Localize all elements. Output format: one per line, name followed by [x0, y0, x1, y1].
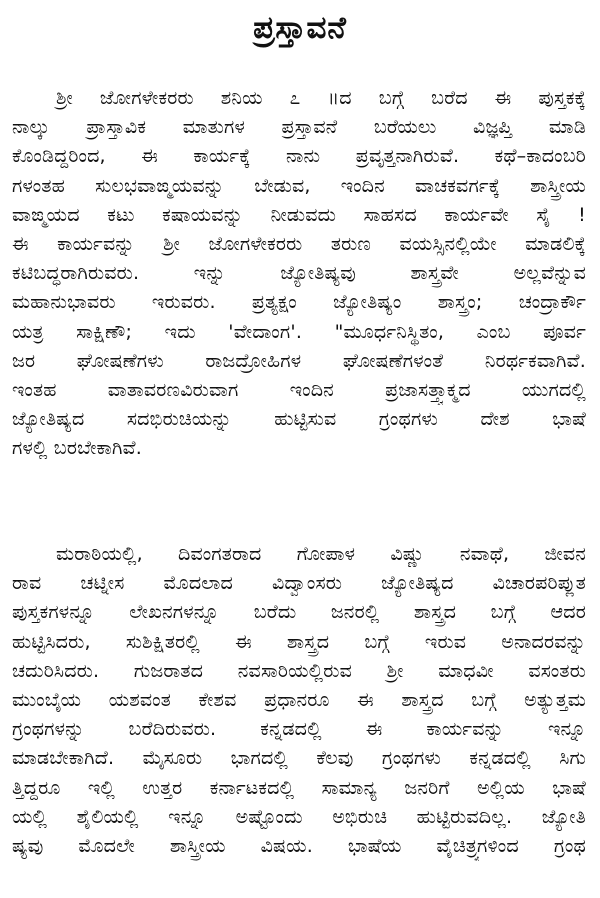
- text-line: ಇಂತಹ ವಾತಾವರಣವಿರುವಾಗ ಇಂದಿನ ಪ್ರಜಾಸತ್ತ್ವಾಕ್ಮದ ಯುಗದಲ್ಲಿ: [12, 378, 586, 401]
- text-line: ಮಾಡಬೇಕಾಗಿದೆ. ಮೈಸೂರು ಭಾಗದಲ್ಲಿ ಕೆಲವು ಗ್ರಂಥಗಳು ಕನ್ನಡದಲ್ಲಿ ಸಿಗು: [12, 747, 586, 770]
- paragraph-2: [12, 540, 586, 861]
- text-line: ಕಟಿಬದ್ಧರಾಗಿರುವರು. ಇನ್ನು ಜ್ಯೋತಿಷ್ಯವು ಶಾಸ್ತ್ರವೇ ಅಲ್ಲವೆನ್ನುವ: [12, 262, 586, 285]
- text-line: ಗಳಂತಹ ಸುಲಭವಾಙ್ಮಯವನ್ನು ಬೇಡುವ, ಇಂದಿನ ವಾಚಕವರ್ಗಕ್ಕೆ ಶಾಸ್ತ್ರೀಯ: [12, 174, 586, 197]
- text-line: ಕೊಂಡಿದ್ದರಿಂದ, ಈ ಕಾರ್ಯಕ್ಕೆ ನಾನು ಪ್ರವೃತ್ತನಾಗಿರುವೆ. ಕಥೆ–ಕಾದಂಬರಿ: [12, 145, 586, 168]
- text-line: ಗ್ರಂಥಗಳನ್ನು ಬರೆದಿರುವರು. ಕನ್ನಡದಲ್ಲಿ ಈ ಕಾರ್ಯವನ್ನು ಇನ್ನೂ: [12, 718, 586, 741]
- text-line: ಪುಸ್ತಕಗಳನ್ನೂ ಲೇಖನಗಳನ್ನೂ ಬರೆದು ಜನರಲ್ಲಿ ಶಾಸ್ತ್ರದ ಬಗ್ಗೆ ಆದರ: [12, 601, 586, 624]
- text-line: ಮುಂಬೈಯ ಯಶವಂತ ಕೇಶವ ಪ್ರಧಾನರೂ ಈ ಶಾಸ್ತ್ರದ ಬಗ್ಗೆ ಅತ್ಯುತ್ತಮ: [12, 688, 586, 711]
- text-line: ಜ್ಯೋತಿಷ್ಯದ ಸದಭಿರುಚಿಯನ್ನು ಹುಟ್ಟಿಸುವ ಗ್ರಂಥಗಳು ದೇಶ ಭಾಷೆ: [12, 408, 586, 431]
- paragraph-1: [12, 84, 586, 463]
- text-line: ಯತ್ರ ಸಾಕ್ಷಿಣೌ; ಇದು 'ವೇದಾಂಗ'. "ಮೂರ್ಧನಿಸ್ಥಿತಂ, ಎಂಬ ಪೂರ್ವ: [12, 320, 586, 343]
- text-line: ಜರ ಘೋಷಣೆಗಳು ರಾಜದ್ರೋಹಿಗಳ ಘೋಷಣೆಗಳಂತೆ ನಿರರ್ಥಕವಾಗಿವೆ.: [12, 349, 586, 372]
- text-line: ನಾಲ್ಕು ಪ್ರಾಸ್ತಾವಿಕ ಮಾತುಗಳ ಪ್ರಸ್ತಾವನೆ ಬರೆಯಲು ವಿಜ್ಞಪ್ತಿ ಮಾಡಿ: [12, 116, 586, 139]
- text-line: ತ್ತಿದ್ದರೂ ಇಲ್ಲಿ ಉತ್ತರ ಕರ್ನಾಟಕದಲ್ಲಿ ಸಾಮಾನ್ಯ ಜನರಿಗೆ ಅಲ್ಲಿಯ ಭಾಷೆ: [12, 776, 586, 799]
- text-line: ಶ್ರೀ ಜೋಗಳೇಕರರು ಶನಿಯ ೭ ॥ದ ಬಗ್ಗೆ ಬರೆದ ಈ ಪುಸ್ತಕಕ್ಕೆ: [56, 87, 586, 109]
- text-line: ರಾವ ಚಟ್ನೀಸ ಮೊದಲಾದ ವಿದ್ವಾಂಸರು ಜ್ಯೋತಿಷ್ಯದ ವಿಚಾರಪರಿಪ್ಲುತ: [12, 572, 586, 595]
- text-line: ಹುಟ್ಟಿಸಿದರು, ಸುಶಿಕ್ಷಿತರಲ್ಲಿ ಈ ಶಾಸ್ತ್ರದ ಬಗ್ಗೆ ಇರುವ ಅನಾದರವನ್ನು: [12, 630, 586, 653]
- text-line: ವಾಙ್ಮಯದ ಕಟು ಕಷಾಯವನ್ನು ನೀಡುವದು ಸಾಹಸದ ಕಾರ್ಯವೇ ಸೈ !: [12, 203, 586, 226]
- text-line: ಮರಾಠಿಯಲ್ಲಿ, ದಿವಂಗತರಾದ ಗೋಪಾಳ ವಿಷ್ಣು ನವಾಥೆ, ಜೀವನ: [56, 543, 586, 565]
- text-line: ಚದುರಿಸಿದರು. ಗುಜರಾತದ ನವಸಾರಿಯಲ್ಲಿರುವ ಶ್ರೀ ಮಾಧವೀ ವಸಂತರು: [12, 659, 586, 682]
- text-line: ಈ ಕಾರ್ಯವನ್ನು ಶ್ರೀ ಜೋಗಳೇಕರರು ತರುಣ ವಯಸ್ಸಿನಲ್ಲಿಯೇ ಮಾಡಲಿಕ್ಕೆ: [12, 232, 586, 255]
- text-line: ಗಳಲ್ಲಿ ಬರಬೇಕಾಗಿವೆ.: [12, 437, 142, 460]
- text-line: ಯಲ್ಲಿ ಶೈಲಿಯಲ್ಲಿ ಇನ್ನೂ ಅಷ್ಟೊಂದು ಅಭಿರುಚಿ ಹುಟ್ಟಿರುವದಿಲ್ಲ. ಜ್ಯೋತಿ: [12, 805, 586, 828]
- text-line: ಷ್ಯವು ಮೊದಲೇ ಶಾಸ್ತ್ರೀಯ ವಿಷಯ. ಭಾಷೆಯ ವೈಚಿತ್ರ್ಯಗಳಿಂದ ಗ್ರಂಥ: [12, 834, 586, 857]
- page-title: ಪ್ರಸ್ತಾವನೆ: [253, 10, 347, 46]
- text-line: ಮಹಾನುಭಾವರು ಇರುವರು. ಪ್ರತ್ಯಕ್ಷಂ ಜ್ಯೋತಿಷ್ಯಂ ಶಾಸ್ತ್ರಂ; ಚಂದ್ರಾರ್ಕೌ: [12, 291, 586, 314]
